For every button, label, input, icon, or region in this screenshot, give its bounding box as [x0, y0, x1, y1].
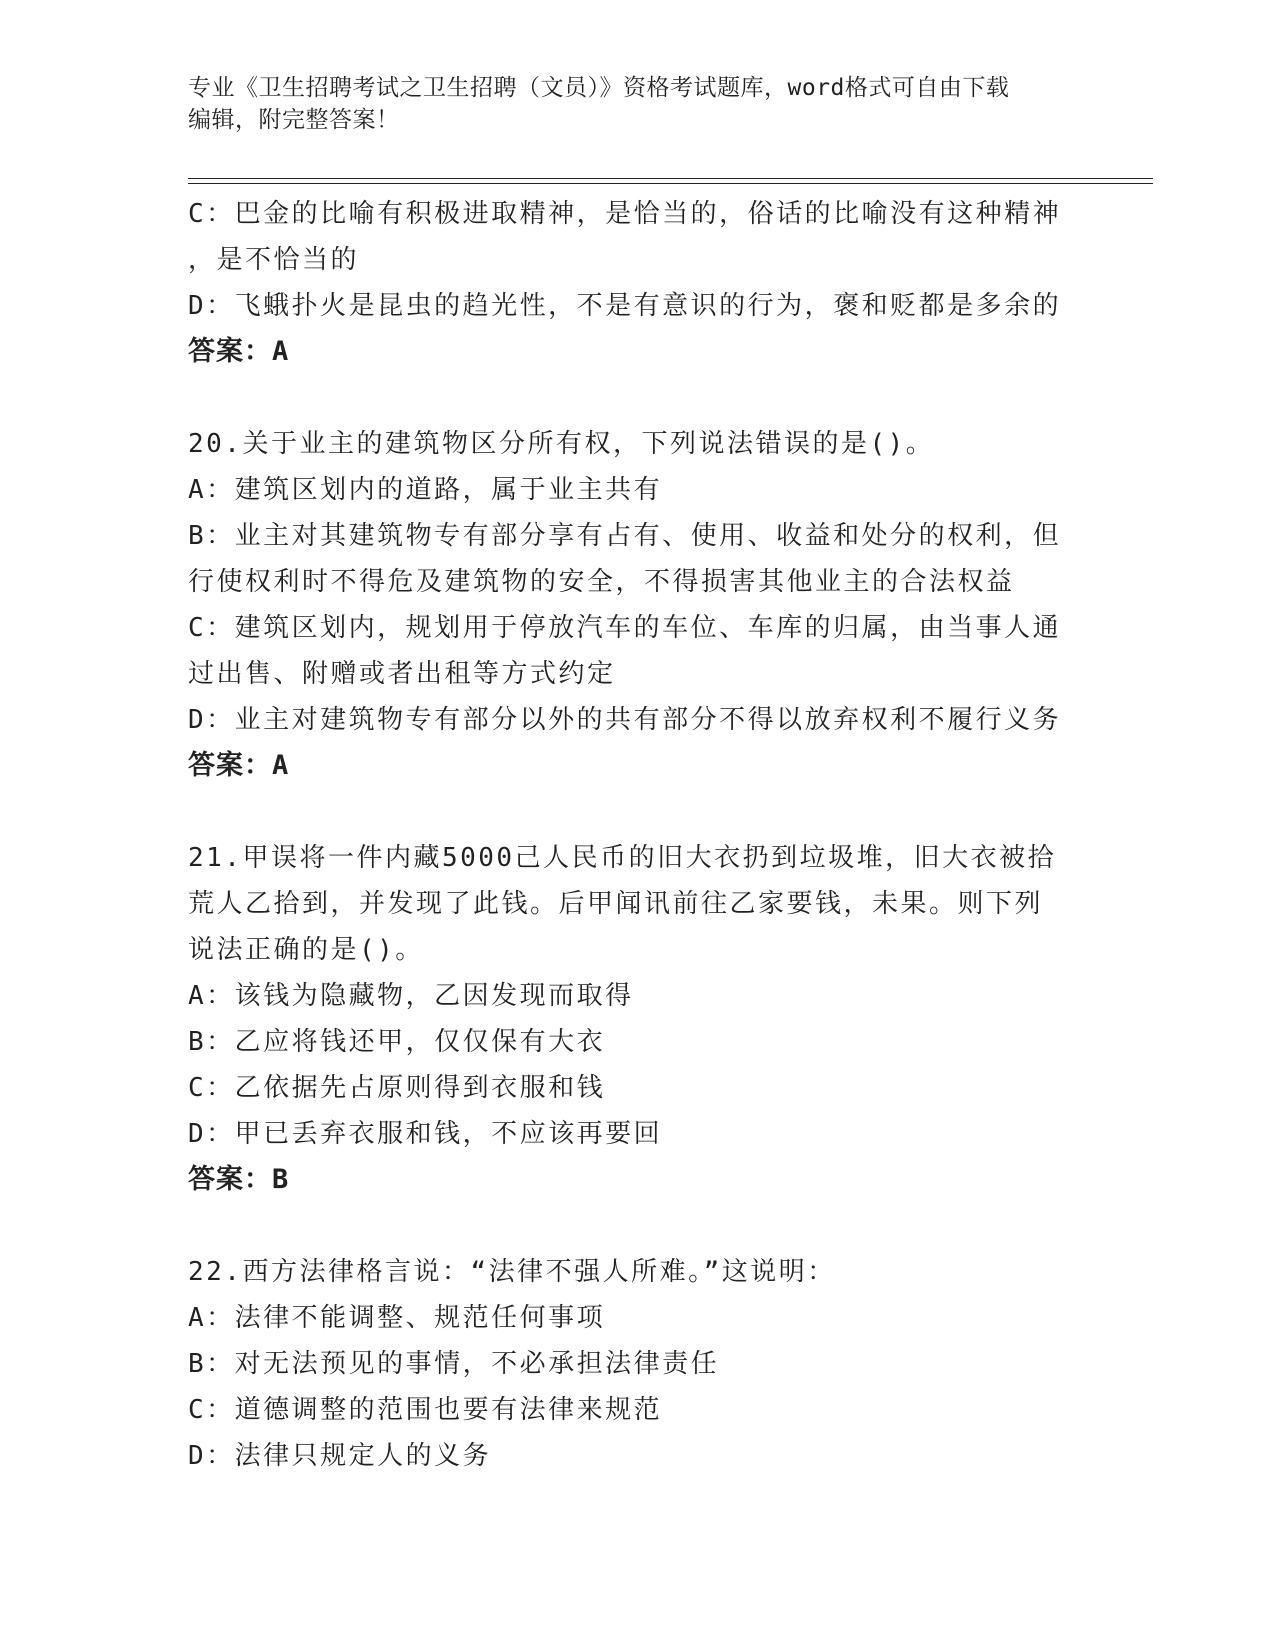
- question-22: [188, 1249, 1088, 1479]
- question-text-line-3: 说法正确的是()。: [188, 935, 424, 965]
- option-c-line-2: ，是不恰当的: [188, 245, 360, 275]
- answer: 答案：A: [188, 336, 290, 367]
- question-text: 20.关于业主的建筑物区分所有权，下列说法错误的是()。: [188, 429, 935, 459]
- option-b: B：对无法预见的事情，不必承担法律责任: [188, 1349, 720, 1379]
- header-line-2: 编辑，附完整答案！: [188, 107, 400, 133]
- previous-question-tail: [188, 191, 1088, 375]
- option-c-line-1: C：巴金的比喻有积极进取精神，是恰当的，俗话的比喻没有这种精神: [188, 199, 1062, 229]
- option-b: B：乙应将钱还甲，仅仅保有大衣: [188, 1027, 606, 1057]
- document-body: [188, 191, 1088, 1479]
- option-d: D：飞蛾扑火是昆虫的趋光性，不是有意识的行为，褒和贬都是多余的: [188, 291, 1062, 321]
- header-rule-top: [188, 178, 1153, 179]
- option-c: C：乙依据先占原则得到衣服和钱: [188, 1073, 606, 1103]
- question-text-line-2: 荒人乙拾到，并发现了此钱。后甲闻讯前往乙家要钱，未果。则下列: [188, 889, 1044, 919]
- option-c-line-2: 过出售、附赠或者出租等方式约定: [188, 659, 616, 689]
- question-text: 22.西方法律格言说：“法律不强人所难。”这说明：: [188, 1257, 836, 1287]
- option-b-line-1: B：业主对其建筑物专有部分享有占有、使用、收益和处分的权利，但: [188, 521, 1062, 551]
- option-d: D：甲已丢弃衣服和钱，不应该再要回: [188, 1119, 663, 1149]
- header-line-1: 专业《卫生招聘考试之卫生招聘（文员）》资格考试题库，word格式可自由下载: [188, 75, 1010, 101]
- document-header: [188, 72, 1068, 136]
- answer: 答案：B: [188, 1164, 290, 1195]
- header-rule-bottom: [188, 183, 1153, 184]
- option-d: D：业主对建筑物专有部分以外的共有部分不得以放弃权利不履行义务: [188, 705, 1062, 735]
- option-a: A：法律不能调整、规范任何事项: [188, 1303, 606, 1333]
- question-20: [188, 421, 1088, 789]
- spacer: [188, 375, 1088, 421]
- answer: 答案：A: [188, 750, 290, 781]
- spacer: [188, 1203, 1088, 1249]
- option-a: A：该钱为隐藏物，乙因发现而取得: [188, 981, 634, 1011]
- spacer: [188, 789, 1088, 835]
- question-text-line-1: 21.甲误将一件内藏5000己人民币的旧大衣扔到垃圾堆，旧大衣被拾: [188, 843, 1057, 873]
- option-c-line-1: C：建筑区划内，规划用于停放汽车的车位、车库的归属，由当事人通: [188, 613, 1062, 643]
- option-b-line-2: 行使权利时不得危及建筑物的安全，不得损害其他业主的合法权益: [188, 567, 1015, 597]
- option-c: C：道德调整的范围也要有法律来规范: [188, 1395, 663, 1425]
- option-d: D：法律只规定人的义务: [188, 1441, 492, 1471]
- question-21: [188, 835, 1088, 1203]
- option-a: A：建筑区划内的道路，属于业主共有: [188, 475, 663, 505]
